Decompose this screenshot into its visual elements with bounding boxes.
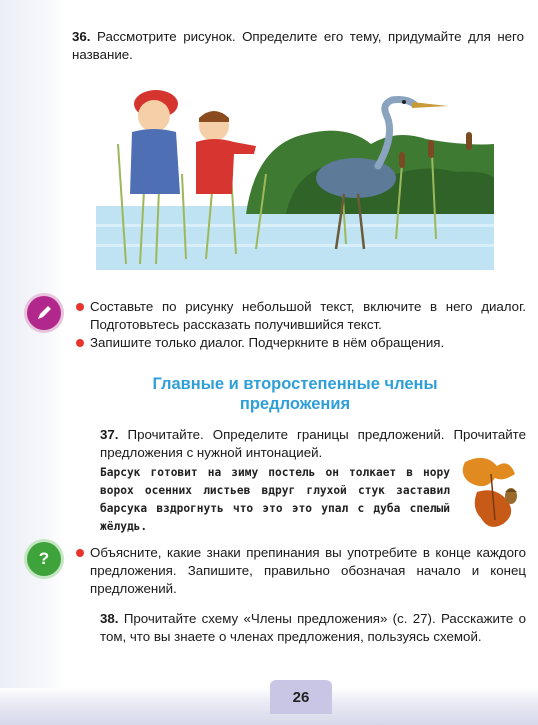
list-item: [72, 298, 526, 334]
exercise-number: 37.: [100, 427, 119, 442]
exercise-number: 38.: [100, 611, 119, 626]
exercise-36-bullets: [72, 298, 526, 352]
page-number: 26: [270, 680, 332, 714]
exercise-text: Прочитайте. Определите границы предложений. Прочитайте предложения с нужной интонацией.: [100, 427, 526, 460]
children-heron-illustration: [96, 74, 494, 270]
exercise-37-bullet: [72, 544, 526, 598]
bullet-text: Составьте по рисунку небольшой текст, включите в него диалог. Подготовьтесь рассказать получившийся текст.: [90, 299, 526, 332]
exercise-number: 36.: [72, 29, 91, 44]
page-bottom-edge: [0, 688, 538, 725]
bullet-dot: [76, 339, 84, 347]
exercise-text: Прочитайте схему «Члены предложения» (с. 27). Расскажите о том, что вы знаете о членах предложения, пользуясь схемой.: [100, 611, 526, 644]
bullet-text: Запишите только диалог. Подчеркните в нём обращения.: [90, 335, 445, 350]
oak-leaves-acorn-icon: [455, 452, 527, 534]
question-icon: ?: [27, 542, 61, 576]
exercise-38-task: [100, 610, 526, 646]
list-item: [72, 334, 526, 352]
page-margin: [0, 0, 64, 725]
bullet-dot: [76, 303, 84, 311]
section-title: Главные и второстепенные члены предложения: [152, 375, 438, 413]
exercise-text: Рассмотрите рисунок. Определите его тему, придумайте для него название.: [72, 29, 525, 62]
exercise-36-task: [72, 28, 524, 64]
pen-icon: [27, 296, 61, 330]
bullet-text: Объясните, какие знаки препинания вы употребите в конце каждого предложения. Запишите, правильно обозначая начало и конец предложений.: [90, 545, 526, 596]
bullet-dot: [76, 549, 84, 557]
list-item: [72, 544, 526, 598]
exercise-37-dictation: Барсук готовит на зиму постель он толкает в нору ворох осенних листьев вдруг глухой стук заставил барсука вздрогнуть что это это упал с дуба спелый жёлудь.: [100, 466, 450, 533]
